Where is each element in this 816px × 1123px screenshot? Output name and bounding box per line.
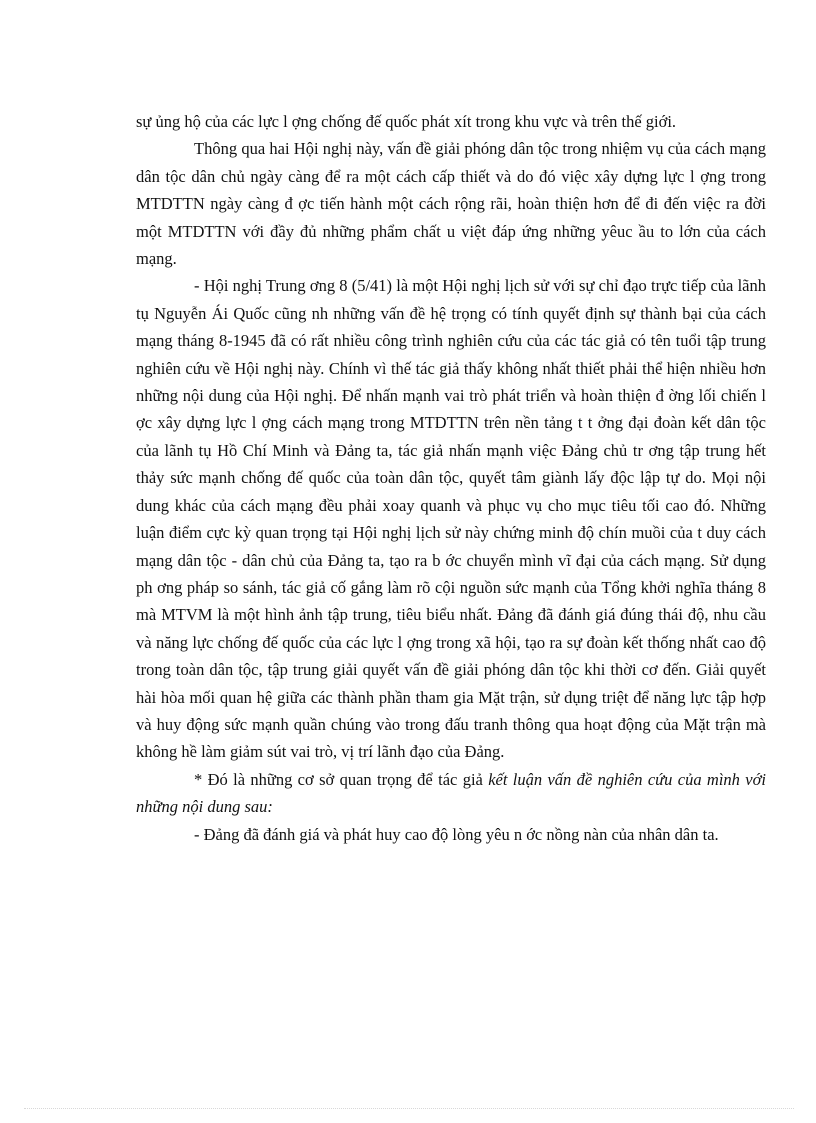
paragraph-two-conferences: Thông qua hai Hội nghị này, vấn đề giải phóng dân tộc trong nhiệm vụ của cách mạng dân tộc dân chủ ngày càng để ra một cách cấp thiết và do đó việc xây dựng lực l ợng trong MTDTTN ngày càng đ ợc tiến hành một cách rộng rãi, hoàn thiện hơn để đi đến việc ra đời một MTDTTN với đầy đủ những phẩm chất u việt đáp ứng những yêuc ầu to lớn của cách mạng. bbox=[136, 139, 766, 269]
paragraph-continuation: sự ủng hộ của các lực l ợng chống đế quốc phát xít trong khu vực và trên thế giới. bbox=[136, 112, 677, 131]
paragraph-conclusion-intro bbox=[136, 766, 766, 821]
paragraph-patriotism: - Đảng đã đánh giá và phát huy cao độ lòng yêu n ớc nồng nàn của nhân dân ta. bbox=[194, 824, 719, 844]
page-footer-rule bbox=[24, 1108, 794, 1109]
conclusion-lead-text: * Đó là những cơ sở quan trọng để tác giả bbox=[194, 769, 489, 789]
conclusion-italic-text: kết luận vấn đề nghiên cứu của mình với những nội dung sau: bbox=[136, 769, 766, 817]
paragraph-central-conference-8: - Hội nghị Trung ơng 8 (5/41) là một Hội nghị lịch sử với sự chỉ đạo trực tiếp của lãnh tụ Nguyễn Ái Quốc cũng nh những vấn đề hệ trọng có tính quyết định sự thành bại của cách mạng tháng 8-1945 đã có rất nhiều công trình nghiên cứu của các tác giả có tên tuổi tập trung nghiên cứu về Hội nghị này. Chính vì thế tác giả thấy không nhất thiết phải thể hiện nhiều hơn những nội dung của Hội nghị. Để nhấn mạnh vai trò phát triển và hoàn thiện đ ờng lối chiến l ợc xây dựng lực l ợng cách mạng trong MTDTTN trên nền tảng t t ởng đại đoàn kết dân tộc của lãnh tụ Hồ Chí Minh và Đảng ta, tác giả nhấn mạnh việc Đảng chủ tr ơng tập trung hết thảy sức mạnh chống đế quốc của toàn dân tộc, quyết tâm giành lấy độc lập tự do. Mọi nội dung khác của cách mạng đều phải xoay quanh và phục vụ cho mục tiêu tối cao đó. Những luận điểm cực kỳ quan trọng tại Hội nghị lịch sử này chứng minh độ chín muồi của t duy cách mạng dân tộc - dân chủ của Đảng ta, tạo ra b ớc chuyển mình vĩ đại của cách mạng. Sử dụng ph ơng pháp so sánh, tác giả cố gắng làm rõ cội nguồn sức mạnh của Tổng khởi nghĩa tháng 8 mà MTVM là một hình ảnh tập trung, tiêu biểu nhất. Đảng đã đánh giá đúng thái độ, nhu cầu và năng lực chống đế quốc của các lực l ợng trong xã hội, tạo ra sự đoàn kết thống nhất cao độ trong toàn dân tộc, tập trung giải quyết vấn đề giải phóng dân tộc khi thời cơ đến. Giải quyết hài hòa mối quan hệ giữa các thành phần tham gia Mặt trận, sử dụng triệt để năng lực tập hợp và huy động sức mạnh quần chúng vào trong đấu tranh thông qua hoạt động của Mặt trận mà không hề làm giảm sút vai trò, vị trí lãnh đạo của Đảng. bbox=[136, 276, 766, 762]
document-body bbox=[136, 108, 766, 848]
